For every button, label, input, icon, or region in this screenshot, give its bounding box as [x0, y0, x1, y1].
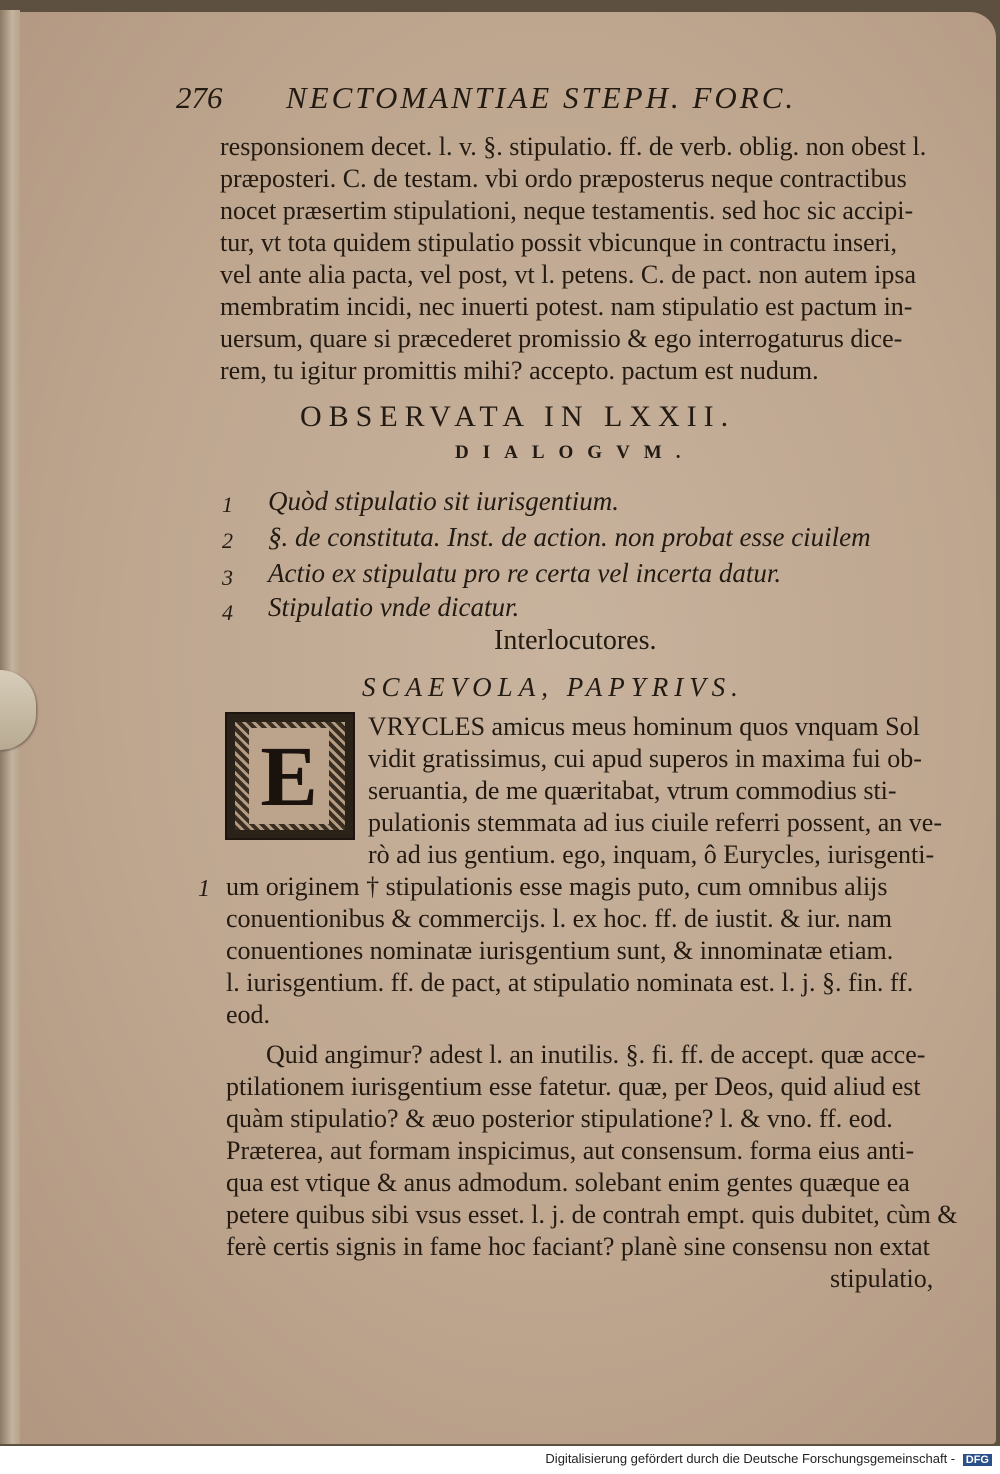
- text-line: eod.: [226, 1000, 271, 1029]
- margin-number: 1: [198, 876, 210, 902]
- digitization-footer: [545, 1451, 992, 1466]
- summary-item: Quòd stipulatio sit iurisgentium.: [268, 486, 620, 516]
- text-line: vel ante alia pacta, vel post, vt l. petens. C. de pact. non autem ipsa: [220, 260, 917, 289]
- text-line: rò ad ius gentium. ego, inquam, ô Eurycles, iurisgenti-: [368, 840, 935, 869]
- text-line: rem, tu igitur promittis mihi? accepto. pactum est nudum.: [220, 356, 819, 385]
- text-line: nocet præsertim stipulationi, neque testamentis. sed hoc sic accipi-: [220, 196, 914, 225]
- summary-item: Stipulatio vnde dicatur.: [268, 592, 520, 622]
- summary-item: §. de constituta. Inst. de action. non probat esse ciuilem: [268, 522, 871, 552]
- text-line: petere quibus sibi vsus esset. l. j. de contrah empt. quis dubitet, cùm &: [226, 1200, 958, 1229]
- section-subheading: DIALOGVM.: [455, 442, 695, 463]
- text-line: ptilationem iurisgentium esse fatetur. quæ, per Deos, quid aliud est: [226, 1072, 921, 1101]
- text-line: responsionem decet. l. v. §. stipulatio. ff. de verb. oblig. non obest l.: [220, 132, 927, 161]
- summary-number: 4: [222, 600, 233, 625]
- text-line: vidit gratissimus, cui apud superos in maxima fui ob-: [368, 744, 922, 773]
- text-line: stipulatio,: [830, 1264, 934, 1293]
- text-line: VRYCLES amicus meus hominum quos vnquam Sol: [368, 712, 920, 741]
- summary-item: Actio ex stipulatu pro re certa vel incerta datur.: [268, 558, 782, 588]
- text-line: l. iurisgentium. ff. de pact, at stipulatio nominata est. l. j. §. fin. ff.: [226, 968, 914, 997]
- text-line: quàm stipulatio? & æuo posterior stipulatione? l. & vno. ff. eod.: [226, 1104, 893, 1133]
- text-line: conuentiones nominatæ iurisgentium sunt, & innominatæ etiam.: [226, 936, 894, 965]
- speakers-line: SCAEVOLA, PAPYRIVS.: [362, 672, 744, 702]
- text-line: pulationis stemmata ad ius ciuile referri possent, an ve-: [368, 808, 942, 837]
- text-line: um originem † stipulationis esse magis puto, cum omnibus alijs: [226, 872, 888, 901]
- footer-credit: Digitalisierung gefördert durch die Deutsche Forschungsgemeinschaft -: [545, 1451, 956, 1466]
- page-header: [176, 80, 916, 126]
- text-line: Præterea, aut formam inspicimus, aut consensum. forma eius anti-: [226, 1136, 915, 1165]
- text-line: ferè certis signis in fame hoc faciant? planè sine consensu non extat: [226, 1232, 930, 1261]
- text-line: seruantia, de me quæritabat, vtrum commodius sti-: [368, 776, 897, 805]
- decorated-initial: [225, 712, 355, 840]
- text-line: qua est vtique & anus admodum. solebant enim gentes quæque ea: [226, 1168, 910, 1197]
- summary-number: 3: [222, 565, 233, 590]
- dfg-logo: DFG: [963, 1454, 992, 1466]
- summary-number: 1: [222, 492, 233, 517]
- folio-number: 276: [176, 80, 223, 115]
- text-line: Quid angimur? adest l. an inutilis. §. fi. ff. de accept. quæ acce-: [266, 1040, 926, 1069]
- text-line: membratim incidi, nec inuerti potest. nam stipulatio est pactum in-: [220, 292, 913, 321]
- text-line: conuentionibus & commercijs. l. ex hoc. ff. de iustit. & iur. nam: [226, 904, 893, 933]
- summary-number: 2: [222, 528, 233, 553]
- running-title: NECTOMANTIAE STEPH. FORC.: [286, 80, 797, 115]
- text-line: tur, vt tota quidem stipulatio possit vbicunque in contractu inseri,: [220, 228, 898, 257]
- text-line: præposteri. C. de testam. vbi ordo præposterus neque contractibus: [220, 164, 907, 193]
- section-heading: OBSERVATA IN LXXII.: [300, 400, 736, 433]
- interlocutores-heading: Interlocutores.: [494, 625, 657, 656]
- initial-letter: E: [249, 728, 329, 824]
- text-line: uersum, quare si præcederet promissio & ego interrogaturus dice-: [220, 324, 903, 353]
